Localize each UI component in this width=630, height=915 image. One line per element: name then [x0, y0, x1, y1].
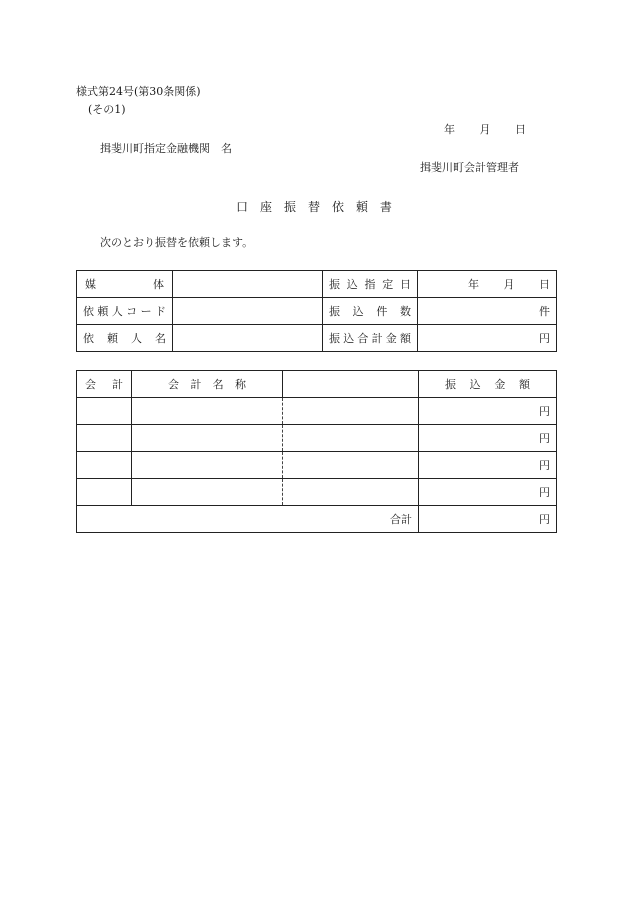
- table-row: [77, 452, 557, 479]
- account-name-cell-2[interactable]: [283, 425, 419, 452]
- account-cell[interactable]: [77, 398, 132, 425]
- total-label: [77, 506, 419, 533]
- media-label: [77, 271, 173, 298]
- header-char: 称: [234, 378, 246, 391]
- yen-unit: 円: [539, 486, 550, 499]
- account-name-cell-2[interactable]: [283, 452, 419, 479]
- yen-unit: 円: [539, 332, 550, 345]
- transfer-count-field[interactable]: [418, 298, 557, 325]
- label-char: 日: [400, 278, 411, 291]
- requester-code-label: [77, 298, 173, 325]
- label-char: 頼: [107, 332, 118, 345]
- label-char: 金: [385, 332, 397, 345]
- label-char: 頼: [97, 305, 109, 318]
- account-name-cell[interactable]: [132, 479, 283, 506]
- label-char: 振: [329, 305, 340, 318]
- table-row: [77, 325, 557, 352]
- title-char: 替: [307, 200, 320, 214]
- form-subnumber: (その1): [88, 103, 126, 116]
- account-header: [77, 371, 132, 398]
- day-unit: 日: [539, 278, 550, 291]
- account-name-cell[interactable]: [132, 425, 283, 452]
- header-char: 計: [190, 378, 202, 391]
- account-cell[interactable]: [77, 452, 132, 479]
- requester-code-field[interactable]: [173, 298, 323, 325]
- label-char: 額: [399, 332, 411, 345]
- yen-unit: 円: [539, 459, 550, 472]
- label-char: 計: [371, 332, 383, 345]
- label-char: 指: [364, 278, 376, 291]
- day-label: 日: [515, 123, 526, 136]
- label-char: 名: [155, 332, 166, 345]
- label-char: 件: [376, 305, 388, 318]
- account-name-cell[interactable]: [132, 452, 283, 479]
- account-name-cell[interactable]: [132, 398, 283, 425]
- transfer-total-field[interactable]: [418, 325, 557, 352]
- amount-header: [419, 371, 557, 398]
- header-char: 計: [112, 378, 123, 391]
- sender: 揖斐川町会計管理者: [420, 161, 519, 174]
- label-char: 合: [357, 332, 369, 345]
- account-name-cell-2[interactable]: [283, 398, 419, 425]
- title-char: 依: [331, 200, 344, 214]
- month-unit: 月: [503, 278, 515, 291]
- label-char: 振: [329, 278, 340, 291]
- label-char: 人: [111, 305, 123, 318]
- date-line: [444, 124, 526, 135]
- total-row: [77, 506, 557, 533]
- amount-cell[interactable]: [419, 425, 557, 452]
- media-field[interactable]: [173, 271, 323, 298]
- count-unit: 件: [539, 305, 550, 318]
- transfer-count-label: [323, 298, 418, 325]
- label-char: 依: [83, 305, 94, 318]
- amount-cell[interactable]: [419, 452, 557, 479]
- table-row: [77, 298, 557, 325]
- label-char: 振: [329, 332, 340, 345]
- transfer-date-label: [323, 271, 418, 298]
- title-char: 振: [283, 200, 296, 214]
- label-char: ー: [140, 305, 152, 318]
- intro-text: 次のとおり振替を依頼します。: [100, 236, 254, 249]
- label-char: 込: [346, 278, 358, 291]
- header-char: 振: [445, 378, 456, 391]
- transfer-date-field[interactable]: [418, 271, 557, 298]
- label-char: 体: [153, 278, 164, 291]
- total-amount-cell[interactable]: [419, 506, 557, 533]
- label-char: 定: [382, 278, 394, 291]
- document-title: [236, 201, 392, 213]
- title-char: 座: [259, 200, 272, 214]
- label-char: 込: [343, 332, 355, 345]
- requester-name-label: [77, 325, 173, 352]
- amount-cell[interactable]: [419, 398, 557, 425]
- header-char: 名: [212, 378, 224, 391]
- label-char: コ: [126, 305, 138, 318]
- table-row: [77, 271, 557, 298]
- label-char: 数: [399, 305, 411, 318]
- total-label-text: 合計: [390, 513, 412, 526]
- account-cell[interactable]: [77, 479, 132, 506]
- title-char: 頼: [355, 200, 368, 214]
- year-unit: 年: [468, 278, 479, 291]
- table-row: [77, 479, 557, 506]
- account-name-header-blank: [283, 371, 419, 398]
- request-info-table: [76, 270, 557, 352]
- yen-unit: 円: [539, 405, 550, 418]
- header-char: 金: [494, 378, 506, 391]
- table-row: [77, 425, 557, 452]
- year-label: 年: [444, 123, 455, 136]
- label-char: ド: [154, 305, 166, 318]
- yen-unit: 円: [539, 513, 550, 526]
- header-char: 会: [168, 378, 179, 391]
- header-char: 会: [85, 378, 96, 391]
- header-char: 額: [518, 378, 530, 391]
- label-char: 媒: [85, 278, 96, 291]
- account-breakdown-table: [76, 370, 557, 533]
- account-cell[interactable]: [77, 425, 132, 452]
- label-char: 依: [83, 332, 94, 345]
- account-name-header: [132, 371, 283, 398]
- header-char: 込: [469, 378, 481, 391]
- addressee: 揖斐川町指定金融機関 名: [100, 142, 232, 155]
- account-name-cell-2[interactable]: [283, 479, 419, 506]
- month-label: 月: [479, 123, 491, 136]
- table-row: [77, 398, 557, 425]
- title-char: 口: [236, 200, 249, 214]
- requester-name-field[interactable]: [173, 325, 323, 352]
- form-number: 様式第24号(第30条関係): [76, 85, 201, 98]
- table-header-row: [77, 371, 557, 398]
- amount-cell[interactable]: [419, 479, 557, 506]
- title-char: 書: [379, 200, 392, 214]
- label-char: 人: [131, 332, 142, 345]
- yen-unit: 円: [539, 432, 550, 445]
- label-char: 込: [352, 305, 364, 318]
- transfer-total-label: [323, 325, 418, 352]
